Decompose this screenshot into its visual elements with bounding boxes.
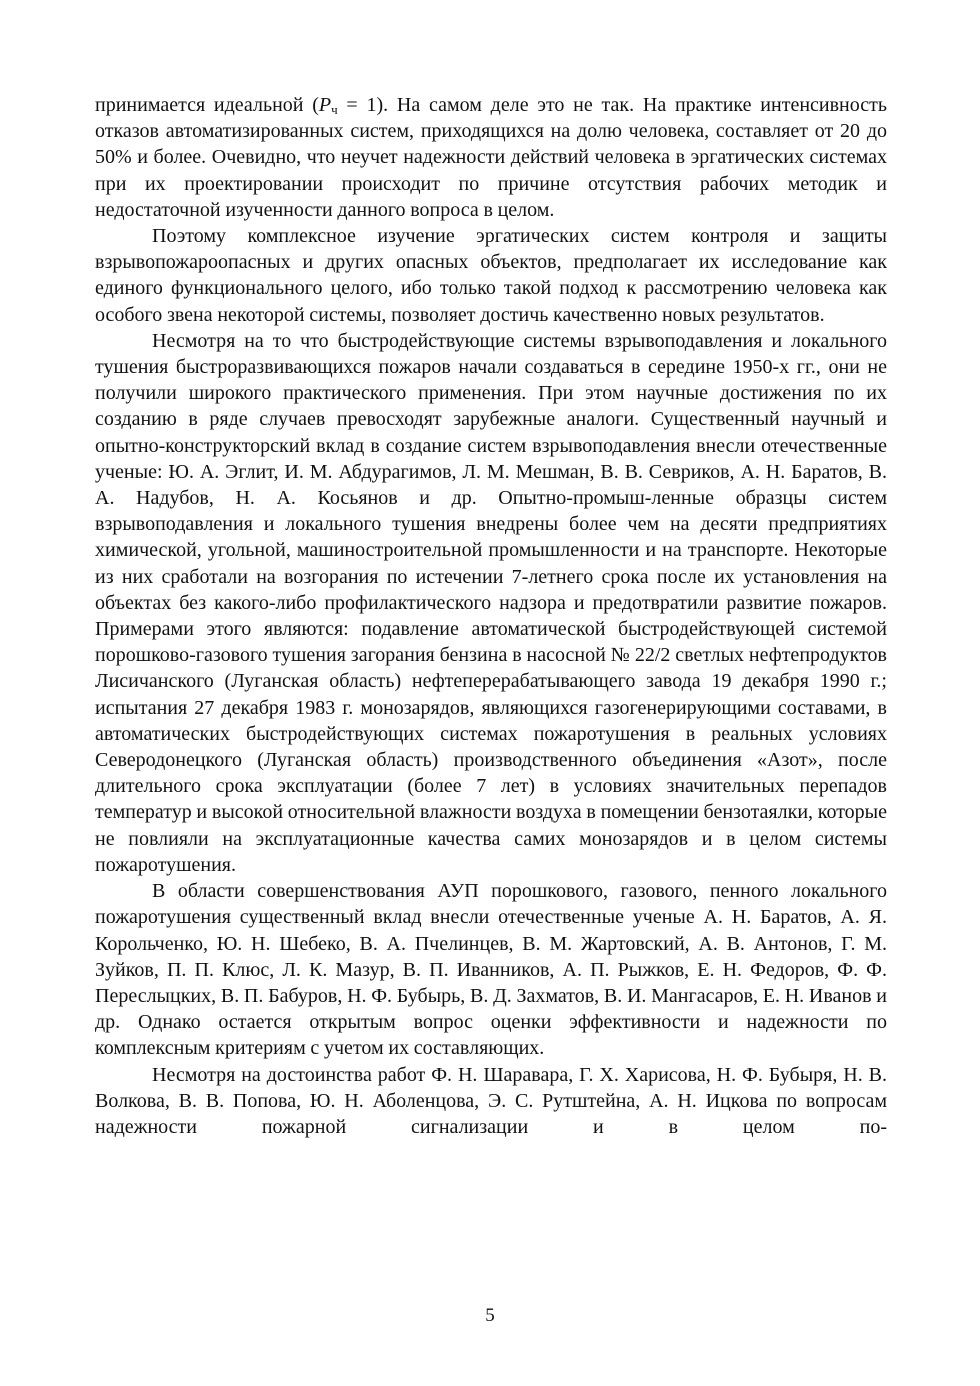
reliability-symbol-subscript: ч xyxy=(331,102,338,117)
paragraph-explosion-suppression: Несмотря на то что быстродействующие системы взрывоподавления и локального тушения быстроразвивающихся пожаров начали создаваться в середине 1950-х гг., они не получили широкого практического применения. При этом научные достижения по их созданию в ряде случаев превосходят зарубежные аналоги. Существенный научный и опытно-конструкторский вклад в создание систем взрывоподавления внесли отечественные ученые: Ю. А. Эглит, И. М. Абдурагимов, Л. М. Мешман, В. В. Севриков, А. Н. Баратов, В. А. Надубов, Н. А. Косьянов и др. Опытно-промыш-ленные образцы систем взрывоподавления и локального тушения внедрены более чем на десяти предприятиях химической, угольной, машиностроительной промышленности и на транспорте. Некоторые из них сработали на возгорания по истечении 7-летнего срока после их установления на объектах без какого-либо профилактического надзора и предотвратили развитие пожаров. Примерами этого являются: подавление автоматической быстродействующей системой порошково-газового тушения загорания бензина в насосной № 22/2 светлых нефтепродуктов Лисичанского (Луганская область) нефтеперерабатывающего завода 19 декабря 1990 г.; испытания 27 декабря 1983 г. монозарядов, являющихся газогенерирующими составами, в автоматических быстродействующих системах пожаротушения в реальных условиях Северодонецкого (Луганская область) производственного объединения «Азот», после длительного срока эксплуатации (более 7 лет) в условиях значительных перепадов температур и высокой относительной влажности воздуха в помещении бензотаялки, которые не повлияли на эксплуатационные качества самих монозарядов и в целом системы пожаротушения. xyxy=(95,329,887,876)
paragraph-ergatic-systems: Поэтому комплексное изучение эргатических систем контроля и защиты взрывопожароопасных и других опасных объектов, предполагает их исследование как единого функционального целого, ибо только такой подход к рассмотрению человека как особого звена некоторой системы, позволяет достичь качественно новых результатов. xyxy=(95,225,887,326)
document-page xyxy=(95,92,887,1140)
paragraph-fire-alarm-reliability: Несмотря на достоинства работ Ф. Н. Шаравара, Г. Х. Харисова, Н. Ф. Бубыря, Н. В. Волкова, В. В. Попова, Ю. Н. Аболенцова, Э. С. Рутштейна, А. Н. Ицкова по вопросам надежности пожарной сигнализации и в целом по- xyxy=(95,1063,887,1138)
paragraph-intro-lead: принимается идеальной ( xyxy=(95,94,319,116)
paragraph-intro-body: = 1). На самом деле это не так. На практике интенсивность отказов автоматизированных систем, приходящихся на долю человека, составляет от 20 до 50% и более. Очевидно, что неучет надежности действий человека в эргатических системах при их проектировании происходит по причине отсутствия рабочих методик и недостаточной изученности данного вопроса в целом. xyxy=(95,94,887,221)
paragraph-intro xyxy=(95,92,887,223)
page-number: 5 xyxy=(485,1305,495,1326)
reliability-symbol: P xyxy=(318,94,332,116)
paragraph-fire-extinguishing-contributors: В области совершенствования АУП порошкового, газового, пенного локального пожаротушения существенный вклад внесли отечественные ученые А. Н. Баратов, А. Я. Корольченко, Ю. Н. Шебеко, В. А. Пчелинцев, В. М. Жартовский, А. В. Антонов, Г. М. Зуйков, П. П. Клюс, Л. К. Мазур, В. П. Иванников, А. П. Рыжков, Е. Н. Федоров, Ф. Ф. Переслыцких, В. П. Бабуров, Н. Ф. Бубырь, В. Д. Захматов, В. И. Мангасаров, Е. Н. Иванов и др. Однако остается открытым вопрос оценки эффективности и надежности по комплексным критериям с учетом их составляющих. xyxy=(95,880,887,1060)
